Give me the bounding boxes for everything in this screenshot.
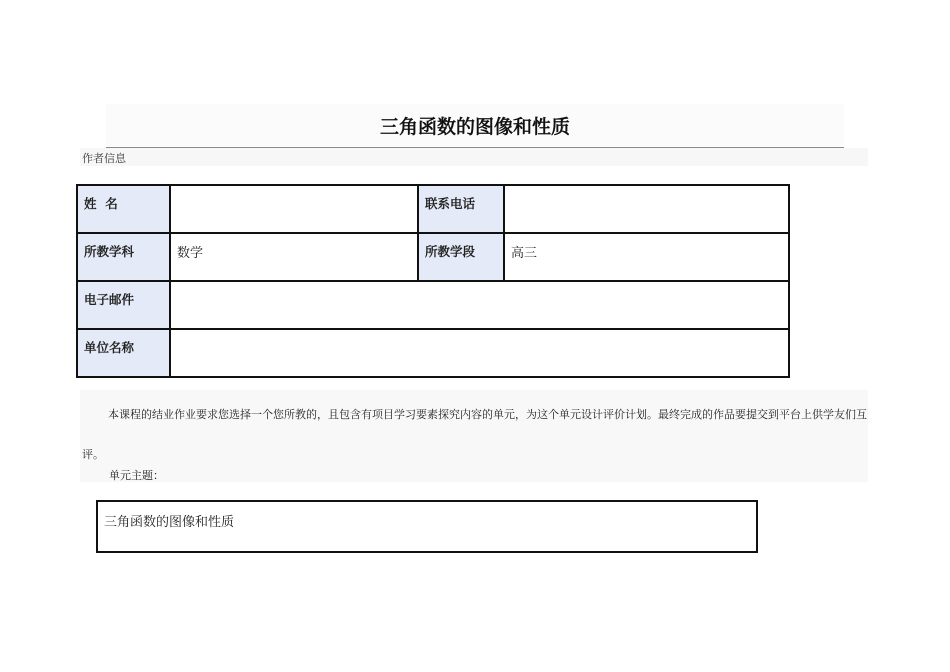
org-label: 单位名称 bbox=[77, 329, 170, 377]
author-section-band bbox=[80, 148, 868, 166]
subject-value-field[interactable]: 数学 bbox=[170, 233, 418, 281]
table-row bbox=[77, 329, 789, 377]
table-row bbox=[77, 185, 789, 233]
email-label: 电子邮件 bbox=[77, 281, 170, 329]
org-value-field[interactable] bbox=[170, 329, 789, 377]
email-value-field[interactable] bbox=[170, 281, 789, 329]
phone-label: 联系电话 bbox=[418, 185, 504, 233]
table-row bbox=[77, 281, 789, 329]
name-value-field[interactable] bbox=[170, 185, 418, 233]
page-title: 三角函数的图像和性质 bbox=[379, 116, 570, 138]
phone-value-field[interactable] bbox=[504, 185, 789, 233]
grade-value-field[interactable]: 高三 bbox=[504, 233, 789, 281]
grade-label: 所教学段 bbox=[418, 233, 504, 281]
name-label: 姓 名 bbox=[77, 185, 170, 233]
author-info-table bbox=[76, 184, 790, 378]
author-section-label: 作者信息 bbox=[82, 152, 126, 165]
unit-theme-label: 单元主题： bbox=[109, 469, 164, 482]
instructions-paragraph: 本课程的结业作业要求您选择一个您所教的，且包含有项目学习要素探究内容的单元，为这个单元设计评价计划。最终完成的作品要提交到平台上供学友们互评。 bbox=[82, 408, 867, 461]
unit-theme-field[interactable]: 三角函数的图像和性质 bbox=[96, 500, 758, 553]
table-row bbox=[77, 233, 789, 281]
subject-label: 所教学科 bbox=[77, 233, 170, 281]
